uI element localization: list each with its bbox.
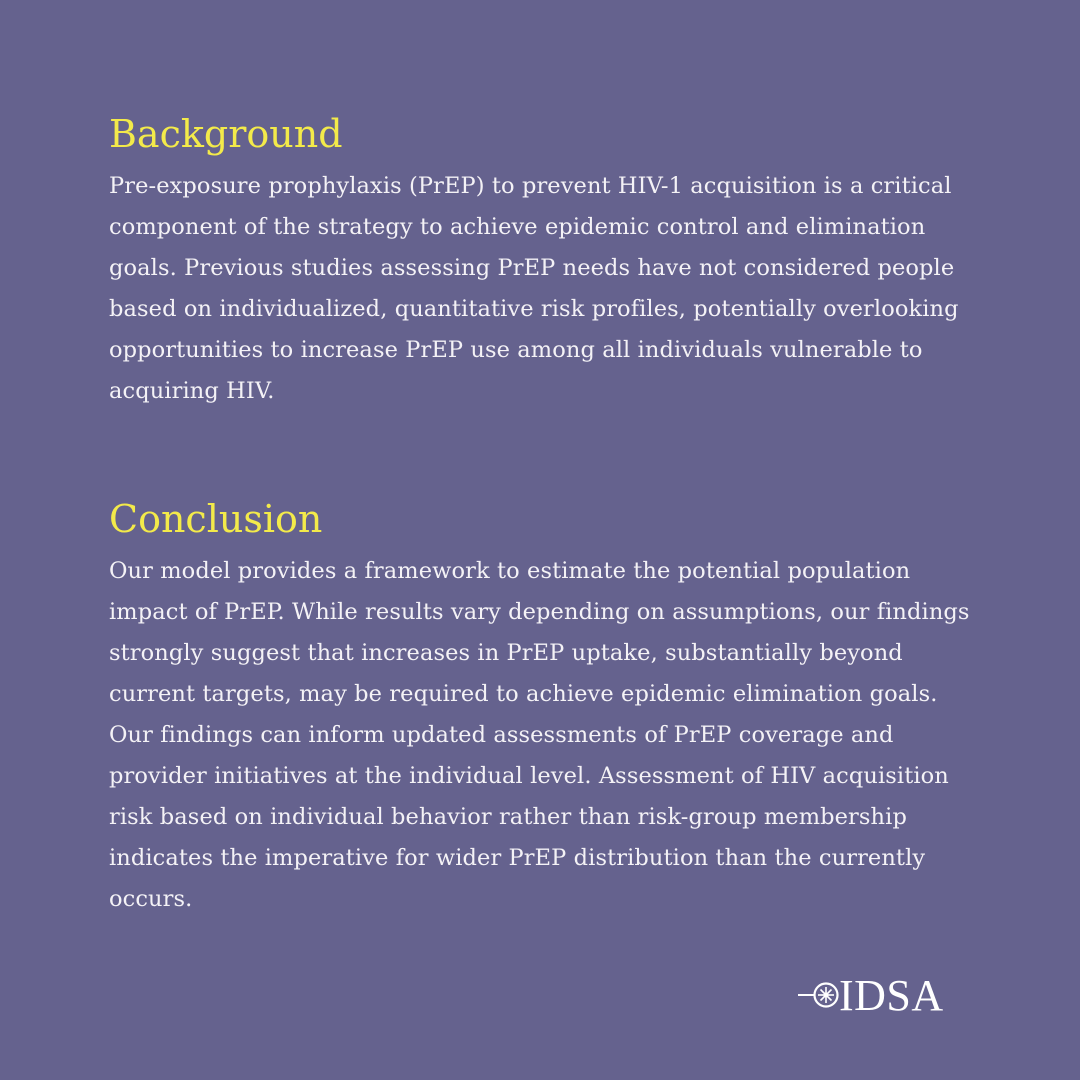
background-heading: Background: [109, 112, 343, 156]
background-section: [109, 110, 979, 412]
starburst-icon: [798, 984, 838, 1007]
conclusion-section: [109, 495, 979, 920]
idsa-logo: [796, 965, 986, 1025]
logo-text: IDSA: [839, 971, 944, 1020]
conclusion-body: Our model provides a framework to estimate the potential population impact of PrEP. While results vary depending on assumptions, our findings strongly suggest that increases in PrEP uptake, substantially beyond current targets, may be required to achieve epidemic elimination goals. Our findings can inform updated assessments of PrEP coverage and provider initiatives at the individual level. Assessment of HIV acquisition risk based on individual behavior rather than risk-group membership indicates the imperative for wider PrEP distribution than the currently occurs.: [109, 558, 970, 912]
conclusion-heading: Conclusion: [109, 497, 323, 541]
background-body: Pre-exposure prophylaxis (PrEP) to prevent HIV-1 acquisition is a critical component of the strategy to achieve epidemic control and elimination goals. Previous studies assessing PrEP needs have not considered people based on individualized, quantitative risk profiles, potentially overlooking opportunities to increase PrEP use among all individuals vulnerable to acquiring HIV.: [109, 173, 959, 404]
